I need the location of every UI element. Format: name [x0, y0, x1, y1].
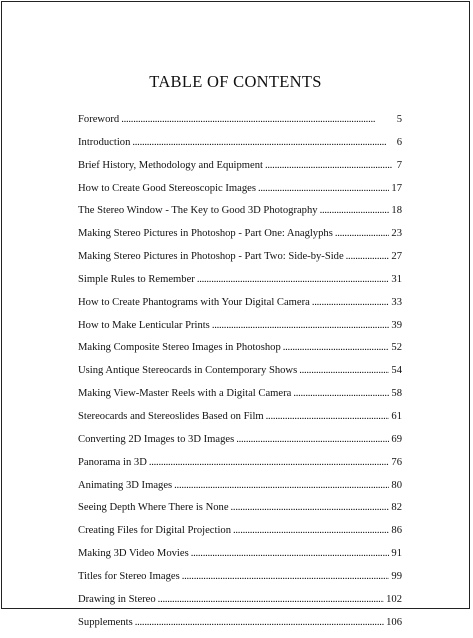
dot-leader: [121, 113, 392, 127]
toc-entry: [78, 456, 402, 479]
dot-leader: [258, 182, 389, 196]
toc-page-number: 102: [386, 593, 402, 605]
dot-leader: [320, 204, 390, 218]
toc-page-number: 5: [396, 114, 402, 125]
toc-entry-title: Panorama in 3D: [78, 456, 147, 468]
toc-entry-title: Animating 3D Images: [78, 479, 173, 491]
toc-entry-title: Simple Rules to Remember: [78, 273, 195, 285]
toc-entry: [78, 501, 402, 524]
toc-page-number: 54: [391, 365, 402, 377]
toc-entry-title: Titles for Stereo Images: [78, 570, 180, 582]
toc-entry-title: Stereocards and Stereoslides Based on Film: [78, 410, 264, 422]
toc-entry: [78, 204, 402, 227]
dot-leader: [293, 387, 389, 401]
dot-leader: [132, 136, 392, 150]
toc-entry: [78, 113, 402, 136]
toc-entry-title: Converting 2D Images to 3D Images: [78, 433, 235, 445]
toc-entry-title: How to Make Lenticular Prints: [78, 319, 210, 331]
dot-leader: [312, 296, 390, 310]
dot-leader: [231, 501, 390, 515]
dot-leader: [299, 364, 389, 378]
toc-entry-title: Drawing in Stereo: [78, 593, 156, 605]
dot-leader: [335, 227, 390, 241]
toc-entry: [78, 159, 402, 182]
toc-entry: [78, 593, 402, 616]
dot-leader: [197, 273, 390, 287]
toc-page-number: 86: [391, 525, 402, 537]
dot-leader: [236, 433, 389, 447]
toc-page-number: 82: [391, 502, 402, 514]
toc-entry: [78, 479, 402, 502]
toc-entry: [78, 319, 402, 342]
toc-entry-title: The Stereo Window - The Key to Good 3D Photography: [78, 205, 318, 217]
dot-leader: [346, 250, 390, 264]
toc-entry-title: Supplements: [78, 616, 133, 628]
toc-page-number: 6: [396, 136, 402, 148]
toc-entry: [78, 182, 402, 205]
dot-leader: [265, 159, 392, 173]
toc-entry-title: Making Stereo Pictures in Photoshop - Part Two: Side-by-Side: [78, 251, 344, 263]
toc-entry-title: Making View-Master Reels with a Digital Camera: [78, 388, 292, 400]
toc-entry: [78, 136, 402, 159]
toc-page-number: 33: [391, 296, 402, 308]
dot-leader: [233, 524, 389, 538]
toc-page-number: 99: [391, 570, 402, 582]
toc-page-number: 106: [386, 616, 402, 628]
toc-page-number: 39: [391, 319, 402, 331]
toc-entry: [78, 524, 402, 547]
toc-entry: [78, 616, 402, 638]
toc-page-number: 7: [396, 159, 402, 171]
toc-page-number: 18: [391, 205, 402, 217]
toc-entry-title: Making 3D Video Movies: [78, 548, 189, 560]
toc-page-number: 31: [391, 273, 402, 285]
toc-entry: [78, 547, 402, 570]
toc-entry-title: Seeing Depth Where There is None: [78, 502, 229, 514]
toc-entry-title: Making Stereo Pictures in Photoshop - Part One: Anaglyphs: [78, 228, 333, 240]
toc-entry-title: Making Composite Stereo Images in Photoshop: [78, 342, 281, 354]
toc-entry-title: Foreword: [78, 114, 120, 125]
toc-entry: [78, 364, 402, 387]
toc-entry-title: Creating Files for Digital Projection: [78, 525, 231, 537]
dot-leader: [212, 319, 390, 333]
toc-entry: [78, 273, 402, 296]
toc-entry-title: Introduction: [78, 136, 131, 148]
toc-entry: [78, 250, 402, 273]
toc-entry-title: How to Create Phantograms with Your Digital Camera: [78, 296, 310, 308]
toc-page-number: 91: [391, 548, 402, 560]
toc-page-number: 23: [391, 228, 402, 240]
page-title: TABLE OF CONTENTS: [149, 72, 322, 91]
dot-leader: [191, 547, 390, 561]
dot-leader: [283, 341, 390, 355]
toc-page-number: 52: [391, 342, 402, 354]
dot-leader: [266, 410, 390, 424]
toc-entry: [78, 341, 402, 364]
dot-leader: [158, 593, 384, 607]
toc-page-number: 80: [391, 479, 402, 491]
toc-entry: [78, 433, 402, 456]
toc-page-number: 61: [391, 410, 402, 422]
toc-entry-title: Using Antique Stereocards in Contemporary Shows: [78, 365, 298, 377]
toc-entry-title: Brief History, Methodology and Equipment: [78, 159, 263, 171]
dot-leader: [135, 616, 384, 630]
toc-entry: [78, 387, 402, 410]
toc-entry: [78, 296, 402, 319]
dot-leader: [149, 456, 390, 470]
toc-entry-title: How to Create Good Stereoscopic Images: [78, 182, 256, 194]
toc-page-number: 69: [391, 433, 402, 445]
document-page: [1, 1, 470, 628]
toc-page-number: 58: [391, 388, 402, 400]
dot-leader: [174, 479, 389, 493]
dot-leader: [182, 570, 390, 584]
toc-page-number: 76: [391, 456, 402, 468]
toc-page-number: 17: [391, 182, 402, 194]
toc-entry: [78, 570, 402, 593]
toc-page-number: 27: [391, 251, 402, 263]
toc-entry: [78, 227, 402, 250]
toc-entry: [78, 410, 402, 433]
table-of-contents: [78, 113, 402, 638]
